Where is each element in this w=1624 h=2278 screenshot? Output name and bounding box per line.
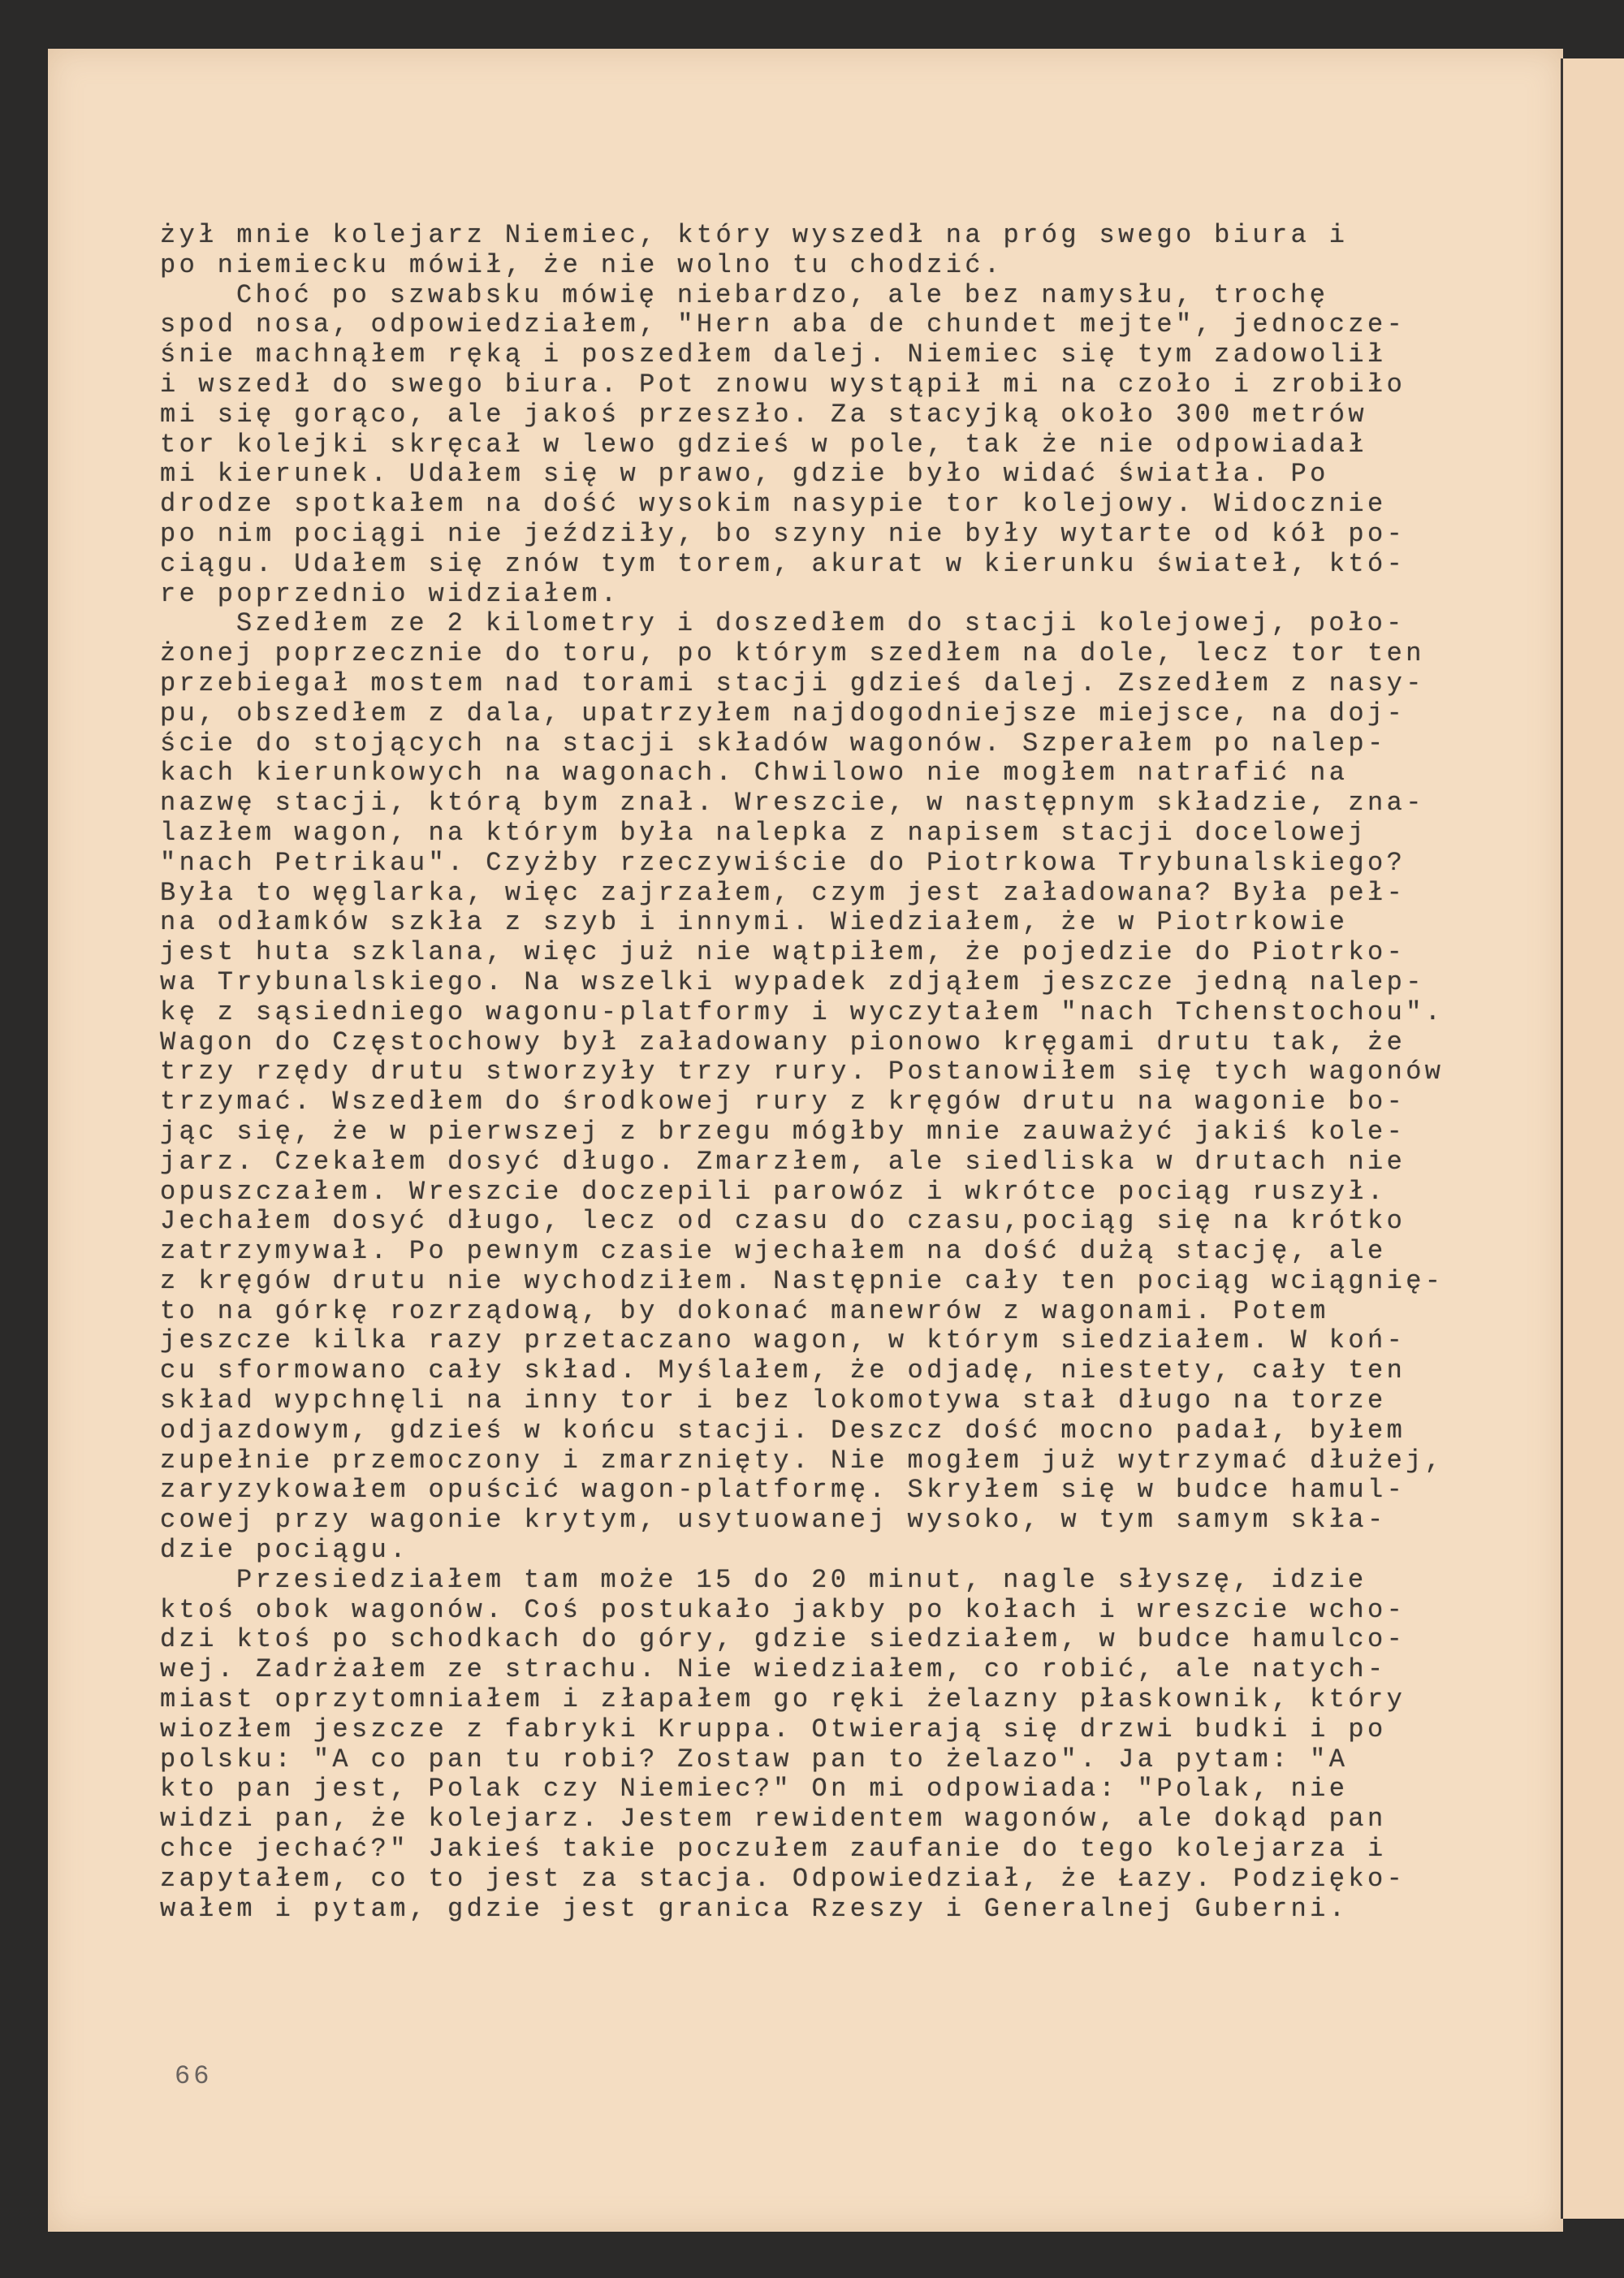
text-line: Choć po szwabsku mówię niebardzo, ale bez namysłu, trochę [236,279,1329,310]
text-line: jąc się, że w pierwszej z brzegu mógłby mnie zauważyć jakiś kole- [160,1116,1406,1147]
text-line: żył mnie kolejarz Niemiec, który wyszedł na próg swego biura i [160,220,1349,250]
text-line: przebiegał mostem nad torami stacji gdzieś dalej. Zszedłem z nasy- [160,668,1425,698]
text-line: Była to węglarka, więc zajrzałem, czym jest załadowana? Była peł- [160,877,1406,908]
document-page [48,49,1563,2232]
text-line: nazwę stacji, którą bym znał. Wreszcie, w następnym składzie, zna- [160,788,1425,819]
paragraph [160,1566,1444,1925]
text-line: ciągu. Udałem się znów tym torem, akurat w kierunku świateł, któ- [160,548,1406,579]
paragraph [160,609,1444,1566]
text-line: "nach Petrikau". Czyżby rzeczywiście do Piotrkowa Trybunalskiego? [160,847,1406,878]
text-line: dzie pociągu. [160,1535,409,1566]
text-line: chce jechać?" Jakieś takie poczułem zaufanie do tego kolejarza i [160,1834,1387,1865]
text-line: jest huta szklana, więc już nie wątpiłem, że pojedzie do Piotrko- [160,937,1406,968]
text-line: zatrzymywał. Po pewnym czasie wjechałem na dość dużą stację, ale [160,1236,1387,1267]
text-line: po niemiecku mówił, że nie wolno tu chodzić. [160,249,1004,280]
text-line: jeszcze kilka razy przetaczano wagon, w którym siedziałem. W koń- [160,1325,1406,1356]
text-line: zapytałem, co to jest za stacja. Odpowiedział, że Łazy. Podzięko- [160,1863,1406,1894]
text-line: trzy rzędy drutu stworzyły trzy rury. Postanowiłem się tych wagonów [160,1057,1445,1087]
text-line: cowej przy wagonie krytym, usytuowanej wysoko, w tym samym skła- [160,1505,1387,1536]
text-line: po nim pociągi nie jeździły, bo szyny nie były wytarte od kół po- [160,518,1406,549]
text-line: i wszedł do swego biura. Pot znowu wystąpił mi na czoło i zrobiło [160,369,1406,400]
text-line: zaryzykowałem opuścić wagon-platformę. Skryłem się w budce hamul- [160,1475,1406,1506]
text-line: ście do stojących na stacji składów wagonów. Szperałem po nalep- [160,728,1387,759]
text-line: polsku: "A co pan tu robi? Zostaw pan to żelazo". Ja pytam: "A [160,1744,1349,1774]
text-line: mi się gorąco, ale jakoś przeszło. Za stacyjką około 300 metrów [160,399,1367,430]
text-line: na odłamków szkła z szyb i innymi. Wiedziałem, że w Piotrkowie [160,907,1349,938]
text-line: miast oprzytomniałem i złapałem go ręki żelazny płaskownik, który [160,1684,1406,1715]
text-line: re poprzednio widziałem. [160,578,620,609]
text-line: widzi pan, że kolejarz. Jestem rewidentem wagonów, ale dokąd pan [160,1804,1387,1835]
body-text [160,221,1444,1924]
paragraph [160,281,1444,610]
text-line: Wagon do Częstochowy był załadowany pionowo kręgami drutu tak, że [160,1027,1406,1057]
text-line: śnie machnąłem ręką i poszedłem dalej. Niemiec się tym zadowolił [160,339,1387,370]
text-line: spod nosa, odpowiedziałem, "Hern aba de chundet mejte", jednocze- [160,309,1406,340]
text-line: wa Trybunalskiego. Na wszelki wypadek zdjąłem jeszcze jedną nalep- [160,966,1425,997]
text-line: tor kolejki skręcał w lewo gdzieś w pole, tak że nie odpowiadał [160,429,1367,460]
text-line: skład wypchnęli na inny tor i bez lokomotywa stał długo na torze [160,1385,1387,1416]
text-line: zupełnie przemoczony i zmarznięty. Nie mogłem już wytrzymać dłużej, [160,1445,1445,1476]
text-line: wej. Zadrżałem ze strachu. Nie wiedziałem, co robić, ale natych- [160,1654,1387,1685]
text-line: opuszczałem. Wreszcie doczepili parowóz i wkrótce pociąg ruszył. [160,1176,1387,1207]
page-number: 66 [175,2061,213,2091]
paragraph [160,221,1444,281]
text-line: kach kierunkowych na wagonach. Chwilowo nie mogłem natrafić na [160,758,1349,789]
text-line: odjazdowym, gdzieś w końcu stacji. Deszcz dość mocno padał, byłem [160,1415,1406,1446]
text-line: cu sformowano cały skład. Myślałem, że odjadę, niestety, cały ten [160,1355,1406,1386]
text-line: to na górkę rozrządową, by dokonać manewrów z wagonami. Potem [160,1295,1329,1326]
text-line: kę z sąsiedniego wagonu-platformy i wyczytałem "nach Tchenstochou". [160,996,1445,1027]
text-line: trzymać. Wszedłem do środkowej rury z kręgów drutu na wagonie bo- [160,1087,1406,1117]
text-line: pu, obszedłem z dala, upatrzyłem najdogodniejsze miejsce, na doj- [160,698,1406,728]
adjacent-page-edge [1561,58,1624,2219]
text-line: mi kierunek. Udałem się w prawo, gdzie było widać światła. Po [160,459,1329,490]
text-line: wałem i pytam, gdzie jest granica Rzeszy i Generalnej Guberni. [160,1893,1349,1924]
text-line: drodze spotkałem na dość wysokim nasypie tor kolejowy. Widocznie [160,489,1387,520]
text-line: wiozłem jeszcze z fabryki Kruppa. Otwierają się drzwi budki i po [160,1714,1387,1744]
text-line: żonej poprzecznie do toru, po którym szedłem na dole, lecz tor ten [160,638,1425,669]
text-line: Szedłem ze 2 kilometry i doszedłem do stacji kolejowej, poło- [236,608,1406,639]
text-line: dzi ktoś po schodkach do góry, gdzie siedziałem, w budce hamulco- [160,1624,1406,1655]
text-line: Jechałem dosyć długo, lecz od czasu do czasu,pociąg się na krótko [160,1206,1406,1237]
text-line: lazłem wagon, na którym była nalepka z napisem stacji docelowej [160,817,1367,848]
text-line: jarz. Czekałem dosyć długo. Zmarzłem, ale siedliska w drutach nie [160,1146,1406,1177]
text-line: ktoś obok wagonów. Coś postukało jakby po kołach i wreszcie wcho- [160,1594,1406,1625]
text-line: z kręgów drutu nie wychodziłem. Następnie cały ten pociąg wciągnię- [160,1265,1445,1296]
text-line: kto pan jest, Polak czy Niemiec?" On mi odpowiada: "Polak, nie [160,1774,1349,1805]
text-line: Przesiedziałem tam może 15 do 20 minut, nagle słyszę, idzie [236,1564,1367,1595]
